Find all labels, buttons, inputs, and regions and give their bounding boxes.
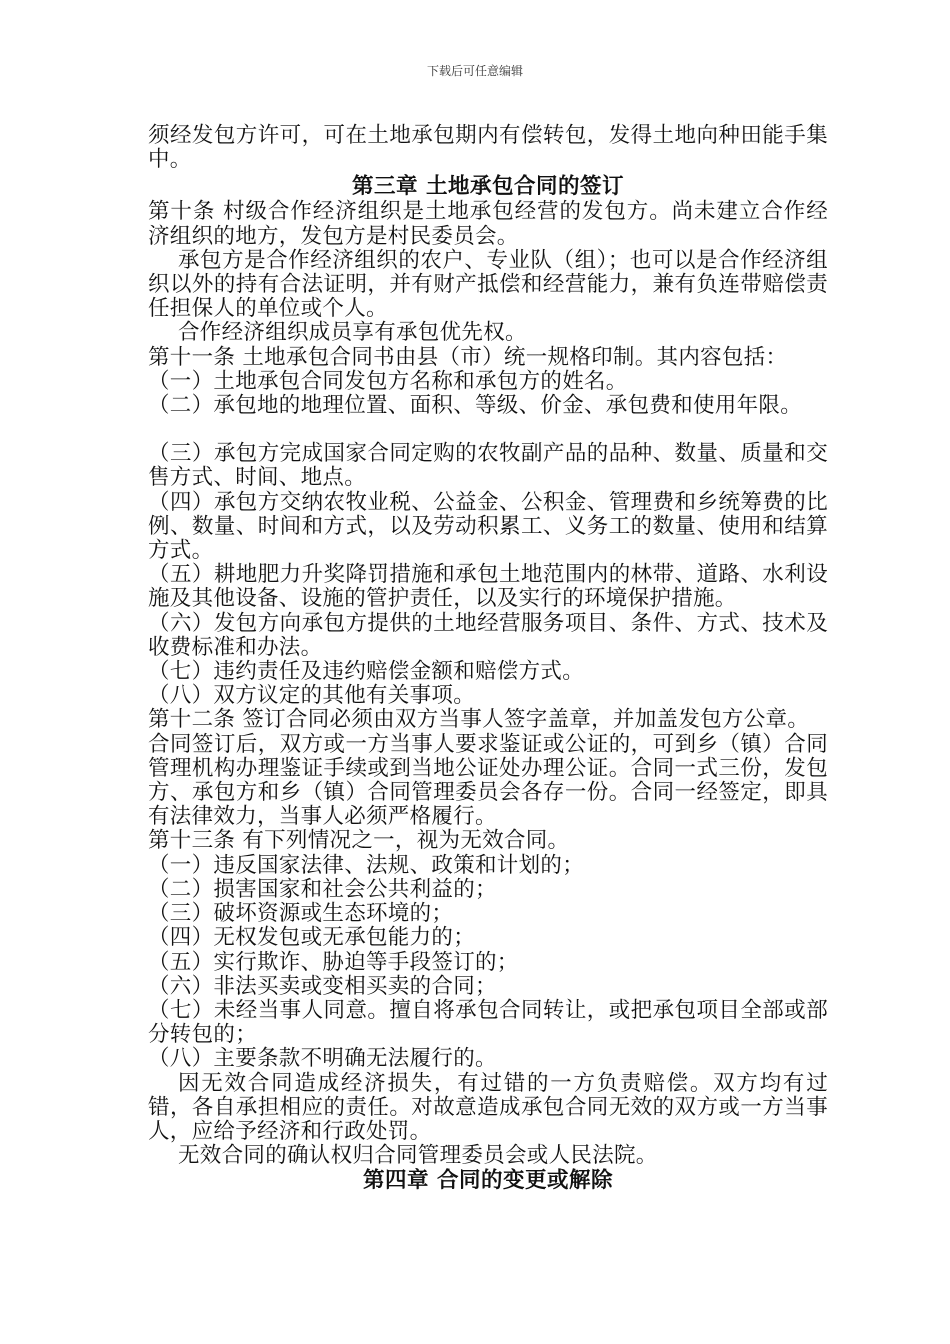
- article-10-priority: 合作经济组织成员享有承包优先权。: [178, 320, 527, 346]
- article-12-continued: 合同签订后，双方或一方当事人要求鉴证或公证的，可到乡（镇）合同管理机构办理鉴证手续或到当地公证处办理公证。合同一式三份，发包方、承包方和乡（镇）合同管理委员会各存一份。合同一经签定，即具有法律效力，当事人必须严格履行。: [148, 731, 828, 830]
- chapter-4-heading: 第四章 合同的变更或解除: [363, 1168, 613, 1194]
- article-13-item-8: （八）主要条款不明确无法履行的。: [148, 1046, 497, 1072]
- article-11-item-7: （七）违约责任及违约赔偿金额和赔偿方式。: [148, 659, 585, 685]
- article-10: 第十条 村级合作经济组织是土地承包经营的发包方。尚未建立合作经济组织的地方，发包方是村民委员会。: [148, 199, 828, 249]
- article-11-item-6: （六）发包方向承包方提供的土地经营服务项目、条件、方式、技术及收费标准和办法。: [148, 610, 828, 660]
- article-13-item-1: （一）违反国家法律、法规、政策和计划的；: [148, 852, 585, 878]
- article-13-item-5: （五）实行欺诈、胁迫等手段签订的；: [148, 949, 519, 975]
- article-11-item-8: （八）双方议定的其他有关事项。: [148, 683, 476, 709]
- article-13-item-6: （六）非法买卖或变相买卖的合同；: [148, 973, 497, 999]
- article-11: 第十一条 土地承包合同书由县（市）统一规格印制。其内容包括：: [148, 344, 788, 370]
- article-13: 第十三条 有下列情况之一，视为无效合同。: [148, 828, 570, 854]
- article-13-item-3: （三）破坏资源或生态环境的；: [148, 901, 454, 927]
- chapter-3-heading: 第三章 土地承包合同的签订: [352, 174, 624, 200]
- document-body: [148, 124, 828, 1193]
- article-13-item-4: （四）无权发包或无承包能力的；: [148, 925, 476, 951]
- paragraph-continuation: 须经发包方许可，可在土地承包期内有偿转包，发得土地向种田能手集中。: [148, 123, 828, 173]
- article-13-item-7: （七）未经当事人同意。擅自将承包合同转让，或把承包项目全部或部分转包的；: [148, 997, 828, 1048]
- header-note: 下载后可任意编辑: [426, 64, 523, 78]
- article-11-item-4: （四）承包方交纳农牧业税、公益金、公积金、管理费和乡统筹费的比例、数量、时间和方式，以及劳动积累工、义务工的数量、使用和结算方式。: [148, 489, 828, 564]
- article-13-item-2: （二）损害国家和社会公共利益的；: [148, 876, 497, 902]
- article-11-item-2: （二）承包地的地理位置、面积、等级、价金、承包费和使用年限。: [148, 393, 803, 419]
- article-12: 第十二条 签订合同必须由双方当事人签字盖章，并加盖发包方公章。: [148, 707, 810, 733]
- article-11-item-5: （五）耕地肥力升奖降罚措施和承包土地范围内的林带、道路、水利设施及其他设备、设施的管护责任，以及实行的环境保护措施。: [148, 562, 828, 612]
- article-10-contractor: 承包方是合作经济组织的农户、专业队（组）；也可以是合作经济组织以外的持有合法证明，并有财产抵偿和经营能力，兼有负连带赔偿责任担保人的单位或个人。: [148, 247, 828, 322]
- blank-line: [148, 418, 828, 442]
- article-13-confirmation: 无效合同的确认权归合同管理委员会或人民法院。: [178, 1143, 658, 1169]
- article-11-item-1: （一）土地承包合同发包方名称和承包方的姓名。: [148, 368, 628, 394]
- article-13-liability: 因无效合同造成经济损失，有过错的一方负责赔偿。双方均有过错，各自承担相应的责任。对故意造成承包合同无效的双方或一方当事人，应给予经济和行政处罚。: [148, 1070, 828, 1144]
- article-11-item-3: （三）承包方完成国家合同定购的农牧副产品的品种、数量、质量和交售方式、时间、地点。: [148, 441, 828, 491]
